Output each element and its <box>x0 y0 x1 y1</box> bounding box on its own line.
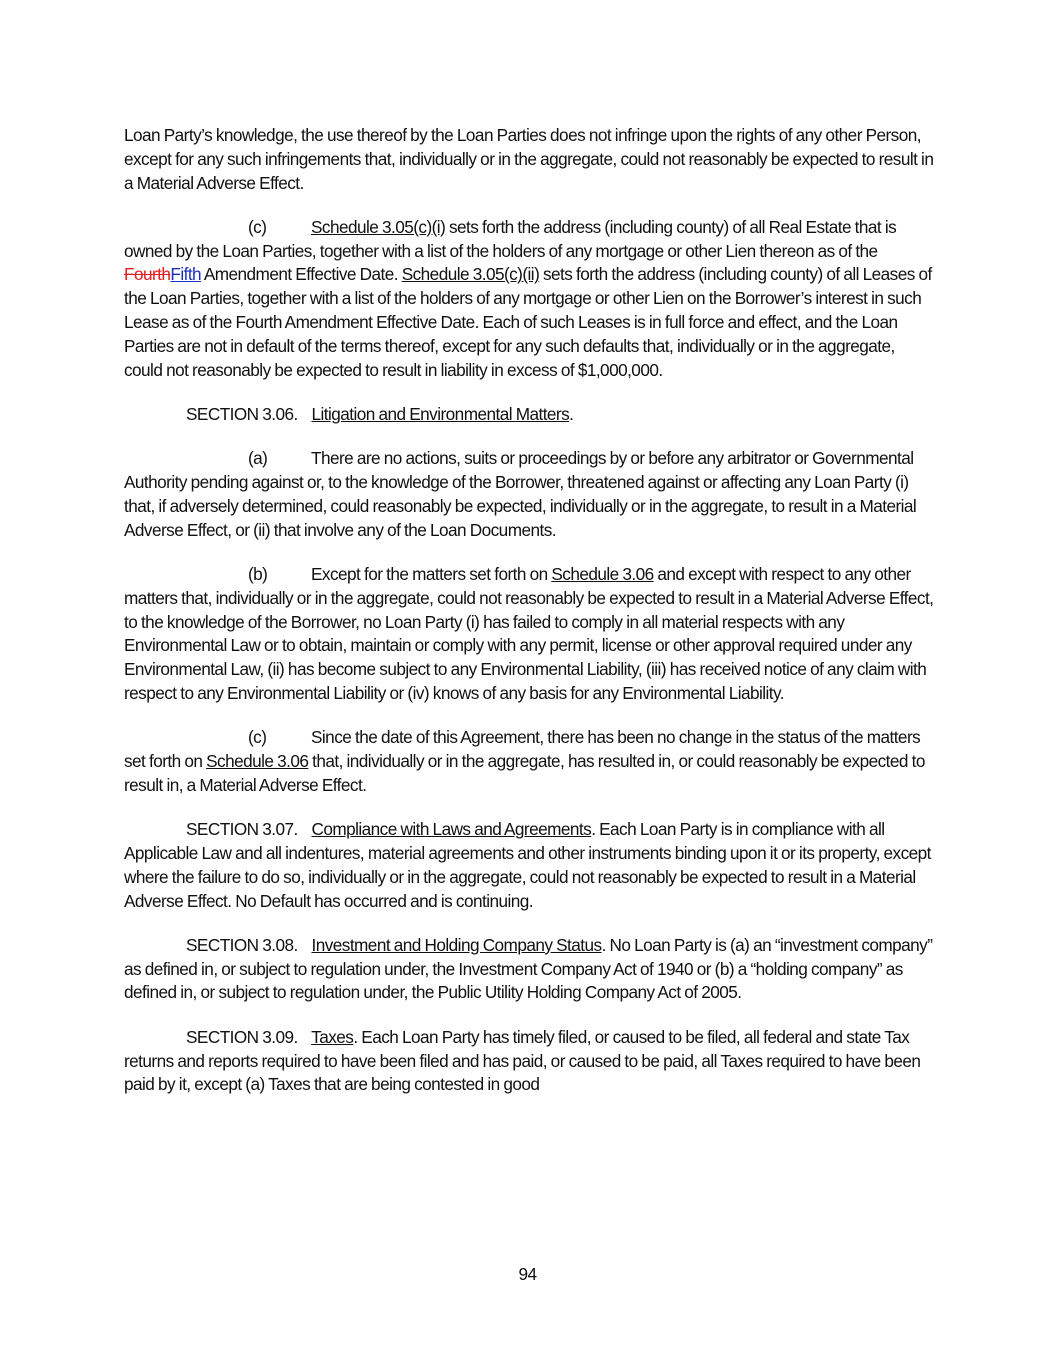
paragraph-text: sets forth the address (including county) of all Leases of the Loan Parties, together with a list of the holders of any mortgage or other Lien on the Borrower’s interest in such Lease as of the Fourth Amendment Effective Date. Each of such Leases is in full force and effect, and the Loan Parties are not in default of the terms thereof, except for any such defaults that, individually or in the aggregate, could not reasonably be expected to result in liability in excess of $1,000,000. <box>124 264 932 380</box>
paragraph-3-05-c <box>124 216 934 383</box>
item-number: (c) <box>248 216 267 237</box>
schedule-reference: Schedule 3.06 <box>551 563 654 584</box>
paragraph-text: Amendment Effective Date. <box>201 264 402 285</box>
paragraph-text: sets forth the address (including county) of all Real Estate that is owned by the Loan Parties, together with a list of the holders of any mortgage or other Lien thereon as of the <box>124 216 897 261</box>
paragraph-text: Except for the matters set forth on <box>311 563 552 584</box>
paragraph-text: and except with respect to any other matters that, individually or in the aggregate, could not reasonably be expected to result in a Material Adverse Effect, to the knowledge of the Borrower, no Loan Party (i) has failed to comply in all material respects with any Environmental Law or to obtain, maintain or comply with any permit, license or other approval required under any Environmental Law, (ii) has become subject to any Environmental Liability, (iii) has received notice of any claim with respect to any Environmental Liability or (iv) knows of any basis for any Environmental Liability. <box>124 563 934 703</box>
inserted-text: Fifth <box>170 264 202 285</box>
item-number: (c) <box>248 727 267 748</box>
section-number: SECTION 3.07. <box>186 819 298 840</box>
section-title: Investment and Holding Company Status <box>311 934 602 955</box>
section-3-07 <box>124 818 934 913</box>
schedule-reference: Schedule 3.05(c)(i) <box>311 216 446 237</box>
section-period: . <box>569 403 574 424</box>
item-number: (a) <box>248 448 268 469</box>
section-3-06-heading <box>124 403 934 427</box>
paragraph-text: that, individually or in the aggregate, has resulted in, or could reasonably be expected to result in, a Material Adverse Effect. <box>124 751 925 795</box>
paragraph-3-06-a <box>124 447 934 542</box>
paragraph-3-06-b <box>124 563 934 706</box>
schedule-reference: Schedule 3.05(c)(ii) <box>401 264 540 285</box>
paragraph-text: . No Loan Party is (a) an “investment company” as defined in, or subject to regulation under, the Investment Company Act of 1940 or (b) a “holding company” as defined in, or subject to regulation under, the Public Utility Holding Company Act of 2005. <box>124 934 933 1003</box>
paragraph-3-06-c <box>124 726 934 797</box>
section-title: Litigation and Environmental Matters <box>311 403 570 424</box>
item-number: (b) <box>248 563 268 584</box>
paragraph-text: There are no actions, suits or proceedings by or before any arbitrator or Governmental Authority pending against or, to the knowledge of the Borrower, threatened against or affecting any Loan Party (i) that, if adversely determined, could reasonably be expected, individually or in the aggregate, to result in a Material Adverse Effect, or (ii) that involve any of the Loan Documents. <box>124 448 917 540</box>
schedule-reference: Schedule 3.06 <box>206 751 309 772</box>
paragraph-text: Since the date of this Agreement, there has been no change in the status of the matters set forth on <box>124 727 921 772</box>
section-3-09 <box>124 1026 934 1097</box>
section-3-08 <box>124 934 934 1005</box>
section-number: SECTION 3.06. <box>186 403 298 424</box>
section-title: Compliance with Laws and Agreements <box>311 819 592 840</box>
section-number: SECTION 3.09. <box>186 1026 298 1047</box>
section-number: SECTION 3.08. <box>186 934 298 955</box>
paragraph-text: Loan Party’s knowledge, the use thereof by the Loan Parties does not infringe upon the rights of any other Person, except for any such infringements that, individually or in the aggregate, could not reasonably be expected to result in a Material Adverse Effect. <box>124 125 934 193</box>
paragraph-text: . Each Loan Party is in compliance with all Applicable Law and all indentures, material agreements and other instruments binding upon it or its property, except where the failure to do so, individually or in the aggregate, could not reasonably be expected to result in a Material Adverse Effect. No Default has occurred and is continuing. <box>124 819 931 911</box>
paragraph-text: . Each Loan Party has timely filed, or caused to be filed, all federal and state Tax returns and reports required to have been filed and has paid, or caused to be paid, all Taxes required to have been paid by it, except (a) Taxes that are being contested in good <box>124 1026 921 1095</box>
section-title: Taxes <box>311 1026 354 1047</box>
page-number: 94 <box>518 1264 537 1284</box>
paragraph-continuation <box>124 124 934 195</box>
deleted-text: Fourth <box>124 264 171 285</box>
document-body <box>124 124 934 1118</box>
